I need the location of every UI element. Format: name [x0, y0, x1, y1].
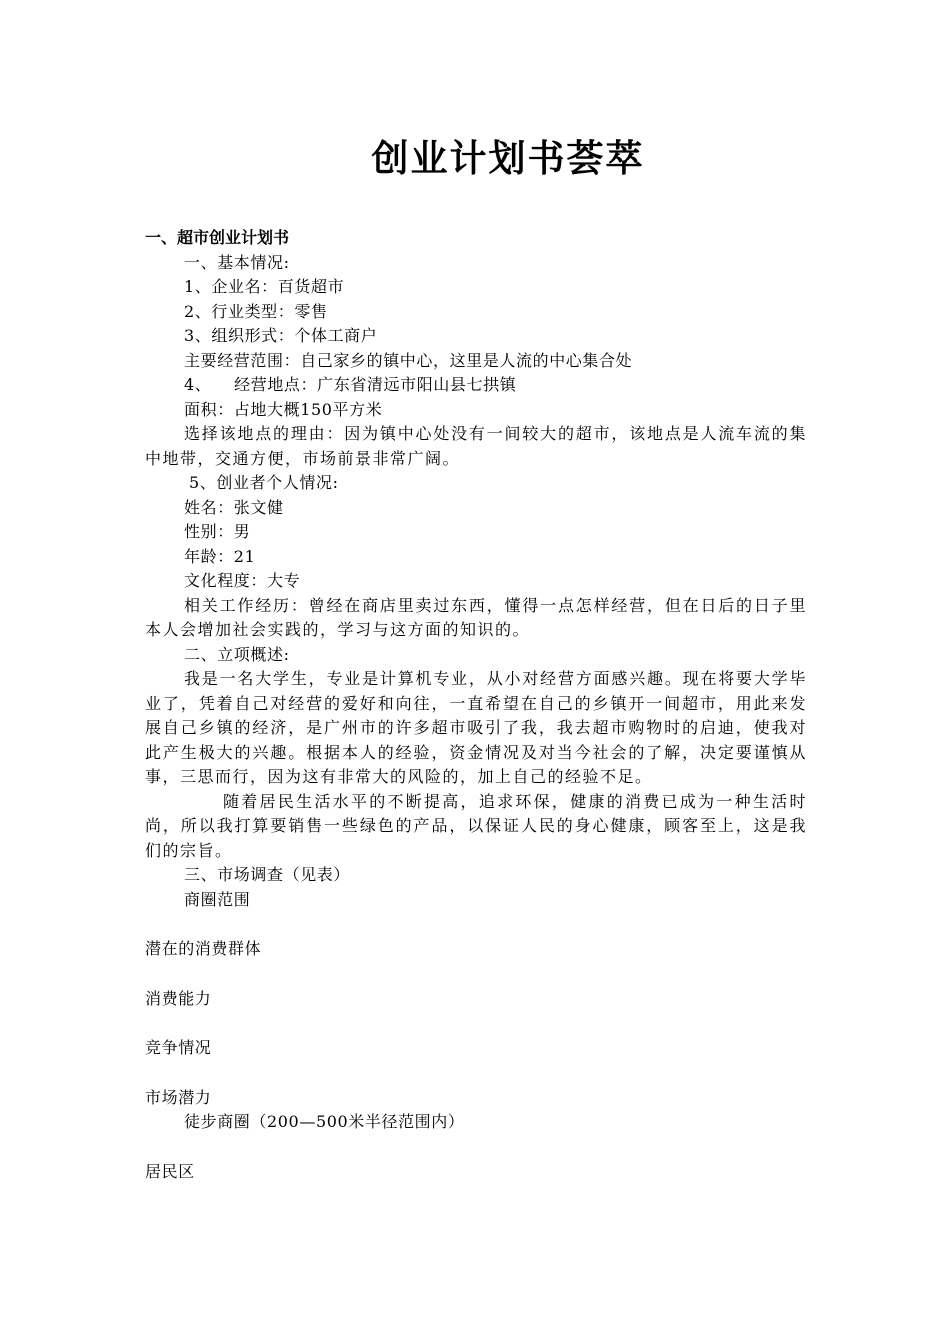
- founder-age: 年龄：21: [184, 546, 256, 566]
- founder-education: 文化程度：大专: [184, 571, 301, 590]
- market-potential-label: 市场潜力: [145, 1087, 212, 1107]
- residential-area-label: 居民区: [145, 1161, 195, 1181]
- basic-info-heading: 一、基本情况:: [184, 252, 290, 272]
- market-heading: 三、市场调查（见表）: [184, 865, 351, 884]
- trade-area-label: 商圈范围: [184, 889, 251, 909]
- document-title: 创业计划书荟萃: [371, 137, 645, 180]
- potential-consumers-label: 潜在的消费群体: [145, 939, 262, 958]
- enterprise-name: 1、企业名：百货超市: [184, 277, 345, 296]
- founder-gender: 性别：男: [184, 522, 251, 541]
- location-reason: 选择该地点的理由：因为镇中心处没有一间较大的超市，该地点是人流车流的集中地带，交通方便，市场前景非常广阔。: [145, 424, 807, 468]
- organization-form: 3、组织形式：个体工商户: [184, 326, 378, 345]
- project-paragraph-1: 我是一名大学生，专业是计算机专业，从小对经营方面感兴趣。现在将要大学毕业了，凭着自己对经营的爱好和向往，一直希望在自己的乡镇开一间超市，用此来发展自己乡镇的经济，是广州市的许多超市吸引了我，我去超市购物时的启迪，使我对此产生极大的兴趣。根据本人的经验，资金情况及对当今社会的了解，决定要谨慎从事，三思而行，因为这有非常大的风险的，加上自己的经验不足。: [145, 669, 807, 786]
- industry-type: 2、行业类型：零售: [184, 301, 328, 321]
- project-heading: 二、立项概述:: [184, 644, 290, 664]
- walking-trade-area: 徒步商圈（200—500米半径范围内）: [184, 1112, 465, 1131]
- competition-label: 竞争情况: [145, 1038, 212, 1057]
- spending-power-label: 消费能力: [145, 988, 212, 1008]
- section-heading: 一、超市创业计划书: [145, 228, 290, 247]
- business-scope: 主要经营范围：自己家乡的镇中心，这里是人流的中心集合处: [184, 350, 633, 370]
- business-location: 4、 经营地点：广东省清远市阳山县七拱镇: [184, 375, 517, 394]
- founder-name: 姓名：张文健: [184, 497, 284, 517]
- document-body: [145, 226, 807, 1184]
- founder-experience: 相关工作经历：曾经在商店里卖过东西，懂得一点怎样经营，但在日后的日子里本人会增加社会实践的，学习与这方面的知识的。: [145, 595, 807, 639]
- business-area: 面积：占地大概150平方米: [184, 399, 383, 419]
- founder-heading: 5、创业者个人情况:: [189, 473, 339, 492]
- project-paragraph-2: 随着居民生活水平的不断提高，追求环保，健康的消费已成为一种生活时尚，所以我打算要销售一些绿色的产品，以保证人民的身心健康，顾客至上，这是我们的宗旨。: [145, 791, 807, 860]
